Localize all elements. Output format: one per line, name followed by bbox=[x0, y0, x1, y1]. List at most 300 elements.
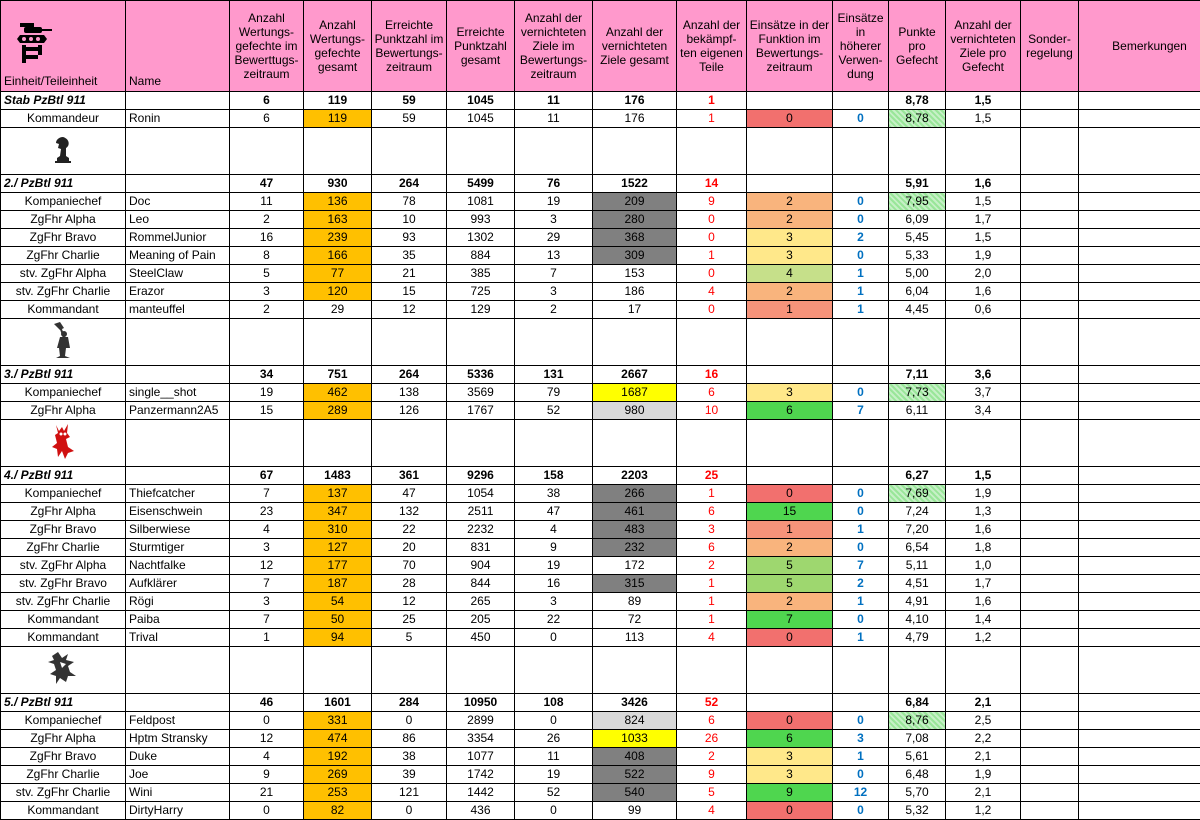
table-cell: 239 bbox=[304, 229, 372, 247]
empty-cell bbox=[1079, 128, 1200, 175]
table-cell: stv. ZgFhr Alpha bbox=[1, 557, 126, 575]
table-cell: 166 bbox=[304, 247, 372, 265]
table-cell: Meaning of Pain bbox=[126, 247, 230, 265]
table-cell: 11 bbox=[515, 110, 593, 128]
empty-cell bbox=[126, 128, 230, 175]
member-row bbox=[1, 611, 1200, 629]
table-cell: 3 bbox=[747, 229, 833, 247]
table-cell: 461 bbox=[593, 503, 677, 521]
table-cell: 7 bbox=[230, 611, 304, 629]
table-cell: 462 bbox=[304, 384, 372, 402]
table-cell: 16 bbox=[230, 229, 304, 247]
empty-cell bbox=[372, 647, 447, 694]
table-cell: 0 bbox=[833, 110, 889, 128]
table-cell: 9 bbox=[515, 539, 593, 557]
summary-cell bbox=[1079, 694, 1200, 712]
warrior-axe-icon bbox=[50, 320, 76, 364]
table-cell bbox=[1021, 283, 1079, 301]
table-cell bbox=[1079, 539, 1200, 557]
member-row bbox=[1, 384, 1200, 402]
empty-cell bbox=[1021, 647, 1079, 694]
summary-cell bbox=[126, 694, 230, 712]
table-cell: 0 bbox=[515, 802, 593, 820]
table-cell: 1302 bbox=[447, 229, 515, 247]
unit-icon-row bbox=[1, 319, 1200, 366]
empty-cell bbox=[372, 128, 447, 175]
table-cell: 3 bbox=[677, 521, 747, 539]
summary-cell: 930 bbox=[304, 175, 372, 193]
empty-cell bbox=[833, 420, 889, 467]
table-cell: 7 bbox=[230, 575, 304, 593]
empty-cell bbox=[889, 647, 946, 694]
member-row bbox=[1, 402, 1200, 420]
table-cell: Wini bbox=[126, 784, 230, 802]
table-cell: 3,7 bbox=[946, 384, 1021, 402]
table-cell: 1442 bbox=[447, 784, 515, 802]
table-cell: 4,91 bbox=[889, 593, 946, 611]
table-cell: 3 bbox=[833, 730, 889, 748]
table-cell: 1,8 bbox=[946, 539, 1021, 557]
table-cell: 19 bbox=[230, 384, 304, 402]
table-cell: 12 bbox=[833, 784, 889, 802]
member-row bbox=[1, 766, 1200, 784]
table-cell bbox=[1079, 575, 1200, 593]
table-cell bbox=[1021, 247, 1079, 265]
summary-cell bbox=[1021, 175, 1079, 193]
table-cell: 9 bbox=[677, 193, 747, 211]
member-row bbox=[1, 211, 1200, 229]
member-row bbox=[1, 784, 1200, 802]
table-cell: ZgFhr Alpha bbox=[1, 730, 126, 748]
empty-cell bbox=[447, 647, 515, 694]
table-cell: 8 bbox=[230, 247, 304, 265]
knight-chess-icon bbox=[50, 134, 76, 168]
table-cell: 1 bbox=[833, 521, 889, 539]
table-cell: 38 bbox=[515, 485, 593, 503]
empty-cell bbox=[372, 319, 447, 366]
table-cell: 93 bbox=[372, 229, 447, 247]
empty-cell bbox=[230, 128, 304, 175]
table-cell: 1,9 bbox=[946, 247, 1021, 265]
summary-cell: 76 bbox=[515, 175, 593, 193]
table-cell: 3 bbox=[747, 766, 833, 784]
empty-cell bbox=[747, 319, 833, 366]
table-cell: 136 bbox=[304, 193, 372, 211]
table-cell: 1 bbox=[677, 575, 747, 593]
header-label: Bemerkungen bbox=[1079, 1, 1200, 92]
table-cell: Ronin bbox=[126, 110, 230, 128]
summary-cell: 14 bbox=[677, 175, 747, 193]
table-cell bbox=[1021, 784, 1079, 802]
table-cell bbox=[1021, 730, 1079, 748]
table-cell: Silberwiese bbox=[126, 521, 230, 539]
table-cell: 12 bbox=[230, 557, 304, 575]
table-cell bbox=[1021, 748, 1079, 766]
table-cell: 0 bbox=[833, 211, 889, 229]
empty-cell bbox=[126, 319, 230, 366]
empty-cell bbox=[747, 647, 833, 694]
table-cell: 3 bbox=[747, 247, 833, 265]
table-cell: 1 bbox=[833, 283, 889, 301]
empty-cell bbox=[230, 420, 304, 467]
empty-cell bbox=[593, 128, 677, 175]
table-cell: 5 bbox=[677, 784, 747, 802]
header-unit bbox=[1, 1, 126, 92]
unit-icon-row bbox=[1, 420, 1200, 467]
header-label: Anzahl der bekämpf-ten eigenen Teile bbox=[677, 1, 747, 92]
table-cell: 20 bbox=[372, 539, 447, 557]
table-cell: 23 bbox=[230, 503, 304, 521]
summary-cell bbox=[833, 694, 889, 712]
table-cell: 6 bbox=[677, 384, 747, 402]
empty-cell bbox=[946, 128, 1021, 175]
summary-cell: 7,11 bbox=[889, 366, 946, 384]
table-cell: 153 bbox=[593, 265, 677, 283]
table-cell: 0 bbox=[372, 712, 447, 730]
table-cell: 0 bbox=[833, 611, 889, 629]
member-row bbox=[1, 503, 1200, 521]
table-cell: 2511 bbox=[447, 503, 515, 521]
member-row bbox=[1, 485, 1200, 503]
table-cell: 5,33 bbox=[889, 247, 946, 265]
table-cell bbox=[1079, 748, 1200, 766]
table-cell: 289 bbox=[304, 402, 372, 420]
table-cell: 1 bbox=[833, 301, 889, 319]
table-cell: 0 bbox=[372, 802, 447, 820]
table-cell: ZgFhr Charlie bbox=[1, 766, 126, 784]
member-row bbox=[1, 629, 1200, 647]
table-cell: 4 bbox=[515, 521, 593, 539]
summary-cell bbox=[833, 175, 889, 193]
empty-cell bbox=[1079, 420, 1200, 467]
summary-cell: 1483 bbox=[304, 467, 372, 485]
summary-cell: 158 bbox=[515, 467, 593, 485]
table-cell bbox=[1079, 557, 1200, 575]
summary-cell bbox=[1079, 366, 1200, 384]
table-cell: 28 bbox=[372, 575, 447, 593]
table-cell: 21 bbox=[230, 784, 304, 802]
table-cell: Sturmtiger bbox=[126, 539, 230, 557]
summary-cell: 1601 bbox=[304, 694, 372, 712]
table-cell: 13 bbox=[515, 247, 593, 265]
summary-cell: 34 bbox=[230, 366, 304, 384]
table-cell: 11 bbox=[515, 748, 593, 766]
table-cell: 2 bbox=[747, 283, 833, 301]
empty-cell bbox=[677, 420, 747, 467]
table-cell: 1081 bbox=[447, 193, 515, 211]
table-cell bbox=[1021, 193, 1079, 211]
table-cell: Thiefcatcher bbox=[126, 485, 230, 503]
empty-cell bbox=[230, 647, 304, 694]
table-cell: 7,08 bbox=[889, 730, 946, 748]
table-cell: 1 bbox=[833, 265, 889, 283]
unit-summary-row bbox=[1, 175, 1200, 193]
table-cell: 0 bbox=[833, 766, 889, 784]
table-cell: 1,9 bbox=[946, 766, 1021, 784]
table-cell bbox=[1079, 784, 1200, 802]
table-cell: 1,3 bbox=[946, 503, 1021, 521]
table-cell: 4 bbox=[230, 521, 304, 539]
table-cell: 52 bbox=[515, 784, 593, 802]
empty-cell bbox=[304, 128, 372, 175]
table-cell: 4,51 bbox=[889, 575, 946, 593]
header-row bbox=[1, 1, 1200, 92]
table-cell bbox=[1079, 301, 1200, 319]
table-cell: Kompaniechef bbox=[1, 384, 126, 402]
member-row bbox=[1, 539, 1200, 557]
table-cell: 177 bbox=[304, 557, 372, 575]
table-cell: Kommandant bbox=[1, 802, 126, 820]
summary-cell bbox=[747, 467, 833, 485]
empty-cell bbox=[889, 420, 946, 467]
empty-cell bbox=[447, 420, 515, 467]
unit-icon-cell bbox=[1, 319, 126, 366]
summary-cell: 9296 bbox=[447, 467, 515, 485]
table-cell: Hptm Stransky bbox=[126, 730, 230, 748]
summary-cell bbox=[1021, 467, 1079, 485]
empty-cell bbox=[677, 319, 747, 366]
table-cell: 1,6 bbox=[946, 521, 1021, 539]
table-cell: 187 bbox=[304, 575, 372, 593]
summary-cell: 6,27 bbox=[889, 467, 946, 485]
table-cell: 0 bbox=[230, 712, 304, 730]
table-cell bbox=[1079, 247, 1200, 265]
table-cell: ZgFhr Bravo bbox=[1, 521, 126, 539]
table-cell: 17 bbox=[593, 301, 677, 319]
header-label: Einheit/Teileinheit bbox=[4, 74, 97, 88]
empty-cell bbox=[677, 128, 747, 175]
table-cell: 119 bbox=[304, 110, 372, 128]
summary-cell: 25 bbox=[677, 467, 747, 485]
table-cell: 2 bbox=[833, 575, 889, 593]
table-cell: 6,11 bbox=[889, 402, 946, 420]
table-cell: 1,4 bbox=[946, 611, 1021, 629]
empty-cell bbox=[946, 319, 1021, 366]
table-cell: 22 bbox=[372, 521, 447, 539]
member-row bbox=[1, 575, 1200, 593]
summary-cell: 751 bbox=[304, 366, 372, 384]
table-cell: 4 bbox=[677, 283, 747, 301]
summary-cell: 5336 bbox=[447, 366, 515, 384]
table-cell: 0 bbox=[677, 229, 747, 247]
table-cell bbox=[1021, 557, 1079, 575]
table-cell: 3 bbox=[230, 283, 304, 301]
table-cell: 47 bbox=[372, 485, 447, 503]
empty-cell bbox=[747, 128, 833, 175]
summary-cell bbox=[1079, 92, 1200, 110]
summary-cell: 119 bbox=[304, 92, 372, 110]
table-cell: 0 bbox=[230, 802, 304, 820]
summary-cell: 264 bbox=[372, 366, 447, 384]
summary-cell: 1,6 bbox=[946, 175, 1021, 193]
table-cell: Feldpost bbox=[126, 712, 230, 730]
table-cell: 522 bbox=[593, 766, 677, 784]
table-cell bbox=[1079, 629, 1200, 647]
summary-cell bbox=[126, 92, 230, 110]
table-cell: Paiba bbox=[126, 611, 230, 629]
table-cell bbox=[1079, 503, 1200, 521]
table-cell: 265 bbox=[447, 593, 515, 611]
unit-icon-row bbox=[1, 647, 1200, 694]
table-cell: 52 bbox=[515, 402, 593, 420]
table-cell: 11 bbox=[230, 193, 304, 211]
table-cell: ZgFhr Charlie bbox=[1, 247, 126, 265]
summary-cell: Stab PzBtl 911 bbox=[1, 92, 126, 110]
table-cell: 3 bbox=[515, 283, 593, 301]
table-cell: 1 bbox=[677, 247, 747, 265]
table-cell: 8,78 bbox=[889, 110, 946, 128]
table-cell: 6,48 bbox=[889, 766, 946, 784]
table-cell: 12 bbox=[230, 730, 304, 748]
table-cell bbox=[1079, 402, 1200, 420]
table-cell: 26 bbox=[677, 730, 747, 748]
table-cell: 1,6 bbox=[946, 593, 1021, 611]
empty-cell bbox=[126, 647, 230, 694]
summary-cell bbox=[1021, 92, 1079, 110]
unit-icon-cell bbox=[1, 420, 126, 467]
table-cell bbox=[1079, 485, 1200, 503]
table-cell: 266 bbox=[593, 485, 677, 503]
member-row bbox=[1, 748, 1200, 766]
table-cell: 120 bbox=[304, 283, 372, 301]
summary-cell: 1 bbox=[677, 92, 747, 110]
table-cell: 1045 bbox=[447, 110, 515, 128]
table-cell: stv. ZgFhr Bravo bbox=[1, 575, 126, 593]
table-cell: 3 bbox=[230, 593, 304, 611]
summary-cell: 6 bbox=[230, 92, 304, 110]
table-cell: 2 bbox=[747, 539, 833, 557]
empty-cell bbox=[304, 647, 372, 694]
empty-cell bbox=[593, 420, 677, 467]
table-cell: 993 bbox=[447, 211, 515, 229]
table-cell: 129 bbox=[447, 301, 515, 319]
table-cell: manteuffel bbox=[126, 301, 230, 319]
table-cell: 4 bbox=[677, 802, 747, 820]
empty-cell bbox=[833, 647, 889, 694]
table-cell: 2,2 bbox=[946, 730, 1021, 748]
table-cell: 22 bbox=[515, 611, 593, 629]
empty-cell bbox=[1021, 420, 1079, 467]
summary-cell bbox=[126, 366, 230, 384]
table-cell: 15 bbox=[747, 503, 833, 521]
table-cell: RommelJunior bbox=[126, 229, 230, 247]
table-cell: 2,1 bbox=[946, 748, 1021, 766]
table-cell: 89 bbox=[593, 593, 677, 611]
table-cell: 192 bbox=[304, 748, 372, 766]
header-label: Sonder-regelung bbox=[1021, 1, 1079, 92]
summary-cell bbox=[1021, 694, 1079, 712]
summary-cell: 1,5 bbox=[946, 467, 1021, 485]
table-cell: 137 bbox=[304, 485, 372, 503]
table-cell: 0 bbox=[515, 712, 593, 730]
table-cell: 19 bbox=[515, 766, 593, 784]
table-cell: 9 bbox=[230, 766, 304, 784]
table-cell bbox=[1079, 611, 1200, 629]
table-cell: Kompaniechef bbox=[1, 485, 126, 503]
table-cell: Panzermann2A5 bbox=[126, 402, 230, 420]
summary-cell: 284 bbox=[372, 694, 447, 712]
table-cell: 1,9 bbox=[946, 485, 1021, 503]
table-cell: 7 bbox=[230, 485, 304, 503]
header-label: Erreichte Punktzahl gesamt bbox=[447, 1, 515, 92]
table-cell bbox=[1079, 712, 1200, 730]
member-row bbox=[1, 301, 1200, 319]
table-cell: 38 bbox=[372, 748, 447, 766]
table-cell: stv. ZgFhr Charlie bbox=[1, 593, 126, 611]
table-cell: ZgFhr Charlie bbox=[1, 539, 126, 557]
table-cell: 1077 bbox=[447, 748, 515, 766]
table-cell: 5 bbox=[230, 265, 304, 283]
table-cell: stv. ZgFhr Charlie bbox=[1, 283, 126, 301]
member-row bbox=[1, 557, 1200, 575]
table-cell: ZgFhr Alpha bbox=[1, 211, 126, 229]
header-label: Anzahl Wertungs-gefechte im Bewerttugs-zeitraum bbox=[230, 1, 304, 92]
table-cell: 2 bbox=[230, 301, 304, 319]
table-cell: 5,61 bbox=[889, 748, 946, 766]
dragon-warrior-icon bbox=[46, 648, 80, 692]
summary-cell bbox=[833, 92, 889, 110]
table-cell: 4,45 bbox=[889, 301, 946, 319]
table-cell: 0 bbox=[833, 384, 889, 402]
table-cell: 280 bbox=[593, 211, 677, 229]
table-cell: 408 bbox=[593, 748, 677, 766]
summary-cell: 5,91 bbox=[889, 175, 946, 193]
empty-cell bbox=[126, 420, 230, 467]
empty-cell bbox=[593, 647, 677, 694]
table-cell: 483 bbox=[593, 521, 677, 539]
table-cell: 99 bbox=[593, 802, 677, 820]
header-label: Erreichte Punktzahl im Bewertungs-zeitraum bbox=[372, 1, 447, 92]
table-cell: 436 bbox=[447, 802, 515, 820]
table-cell bbox=[1021, 301, 1079, 319]
table-cell: 1742 bbox=[447, 766, 515, 784]
table-cell: 26 bbox=[515, 730, 593, 748]
table-cell: 1033 bbox=[593, 730, 677, 748]
table-cell bbox=[1021, 611, 1079, 629]
table-cell: single__shot bbox=[126, 384, 230, 402]
table-cell: 4 bbox=[230, 748, 304, 766]
empty-cell bbox=[230, 319, 304, 366]
table-cell: 6 bbox=[230, 110, 304, 128]
table-cell: 0 bbox=[747, 110, 833, 128]
table-cell: 2 bbox=[747, 193, 833, 211]
table-cell: 54 bbox=[304, 593, 372, 611]
summary-cell: 1045 bbox=[447, 92, 515, 110]
table-cell: 725 bbox=[447, 283, 515, 301]
table-cell: 86 bbox=[372, 730, 447, 748]
table-cell: 7 bbox=[515, 265, 593, 283]
table-cell: 1,5 bbox=[946, 193, 1021, 211]
table-cell: 2 bbox=[515, 301, 593, 319]
table-cell: 132 bbox=[372, 503, 447, 521]
table-cell: Aufklärer bbox=[126, 575, 230, 593]
header-label: Anzahl der vernichteten Ziele pro Gefecht bbox=[946, 1, 1021, 92]
table-cell: 12 bbox=[372, 301, 447, 319]
table-cell: 2 bbox=[747, 593, 833, 611]
table-cell: 2,0 bbox=[946, 265, 1021, 283]
table-cell: 0 bbox=[677, 301, 747, 319]
table-cell: 72 bbox=[593, 611, 677, 629]
table-cell: ZgFhr Bravo bbox=[1, 748, 126, 766]
table-cell bbox=[1021, 229, 1079, 247]
table-cell: 0 bbox=[833, 539, 889, 557]
summary-cell bbox=[747, 175, 833, 193]
table-cell: 3,4 bbox=[946, 402, 1021, 420]
table-cell: 980 bbox=[593, 402, 677, 420]
table-cell: 7 bbox=[833, 557, 889, 575]
table-cell: 1 bbox=[747, 521, 833, 539]
summary-cell: 2,1 bbox=[946, 694, 1021, 712]
